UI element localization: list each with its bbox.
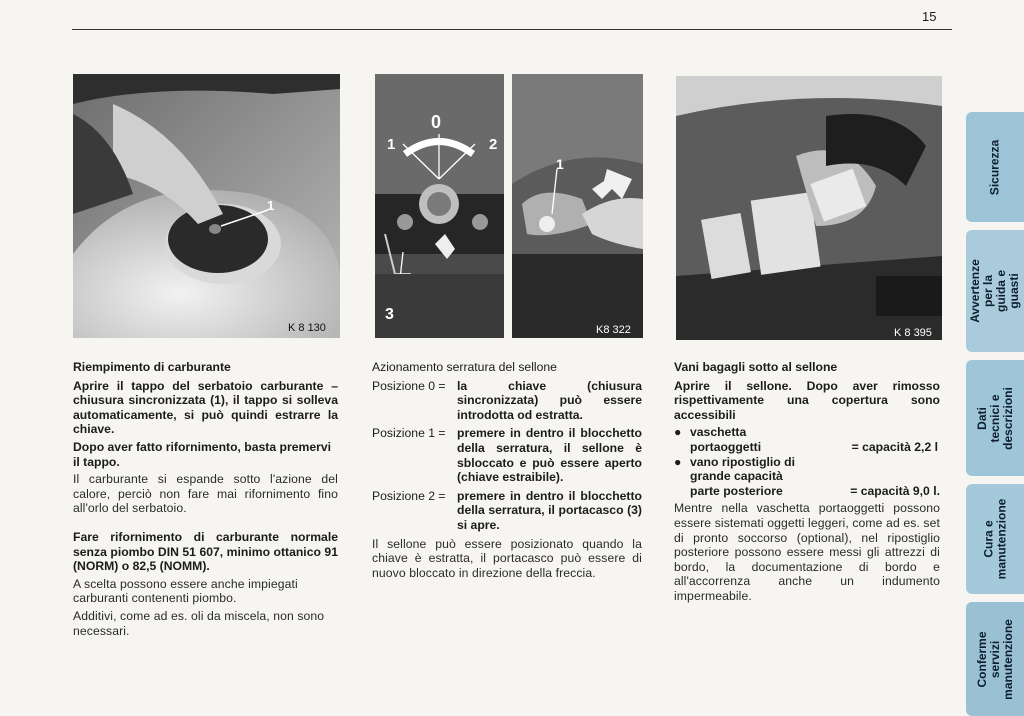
fuel-heading: Riempimento di carburante <box>73 360 231 374</box>
header-rule <box>72 29 952 30</box>
position-1-row <box>372 426 642 484</box>
position-0-text: la chiave (chiusura sincronizzata) può essere introdotta od estratta. <box>457 378 642 422</box>
storage-paragraph-1: Aprire il sellone. Dopo aver rimosso rispettivamente una copertura sono accessibili <box>674 378 940 422</box>
fuel-paragraph-4: Fare rifornimento di carburante normale senza piombo DIN 51 607, minimo ottanico 91 (NORM) o 82,5 (NOMM). <box>73 529 338 574</box>
storage-heading: Vani bagagli sotto al sellone <box>674 360 838 374</box>
tab-label: Cura e manutenzione <box>981 498 1009 580</box>
callout-1: 1 <box>267 198 275 213</box>
fuel-paragraph-6: Additivi, come ad es. oli da miscela, non sono necessari. <box>73 608 325 638</box>
item-1-capacity: = capacità 2,2 l <box>851 439 938 454</box>
item-2-line-2: grande capacità <box>690 469 783 484</box>
tab-label: Conferme servizi manutenzione <box>974 618 1015 700</box>
position-1-label: Posizione 1 = <box>372 426 446 441</box>
tab-sicurezza[interactable] <box>966 112 1024 222</box>
position-0-label: Posizione 0 = <box>372 378 446 393</box>
figure-code: K8 322 <box>596 324 631 336</box>
callout-1: 1 <box>556 156 564 172</box>
position-2-label: Posizione 2 = <box>372 488 446 503</box>
position-2-row <box>372 489 642 533</box>
lock-press-photo <box>512 74 643 338</box>
position-0-row <box>372 379 642 423</box>
label-position-2: 2 <box>489 136 498 153</box>
seat-lock-diagram-photo <box>375 74 504 338</box>
bullet-icon: ● <box>674 454 682 469</box>
fuel-paragraph-3: Il carburante si espande sotto l'azione del calore, perciò non fare mai rifornimento fino all'orlo del serbatoio. <box>73 472 338 516</box>
figure-code: K 8 395 <box>894 327 932 339</box>
storage-item-large <box>674 455 940 499</box>
storage-item-small <box>674 425 940 454</box>
section-tabs <box>966 112 1024 716</box>
tab-label: Avvertenze per la guida e guasti <box>968 259 1021 323</box>
column-seat-lock <box>372 360 642 583</box>
column-fuel <box>73 360 338 641</box>
position-2-text: premere in dentro il blocchetto della serratura, il portacasco (3) si apre. <box>457 488 642 532</box>
tab-label: Dati tecnici e descrizioni <box>974 386 1015 450</box>
label-position-1: 1 <box>387 136 396 153</box>
label-position-0: 0 <box>431 112 442 132</box>
bullet-icon: ● <box>674 425 682 440</box>
seat-lock-note: Il sellone può essere posizionato quando la chiave è estratta, il portacasco può essere di nuovo bloccato in direzione della freccia. <box>372 536 642 580</box>
page-number: 15 <box>922 9 937 24</box>
fuel-paragraph-2: Dopo aver fatto rifornimento, basta premervi il tappo. <box>73 439 332 469</box>
label-helmet-holder-3: 3 <box>385 306 394 323</box>
fuel-cap-photo <box>73 74 340 338</box>
position-1-text: premere in dentro il blocchetto della serratura, il sellone è sbloccato e può essere aperto (chiave estraibile). <box>457 426 642 485</box>
seat-lock-heading: Azionamento serratura del sellone <box>372 360 557 374</box>
column-storage <box>674 360 940 607</box>
item-1-line-2: portaoggetti <box>690 439 762 454</box>
storage-compartment-photo <box>676 76 942 340</box>
tab-conferme-servizi[interactable] <box>966 602 1024 716</box>
item-2-capacity: = capacità 9,0 l. <box>850 483 940 498</box>
tab-dati-tecnici[interactable] <box>966 360 1024 476</box>
tab-label: Sicurezza <box>987 139 1002 195</box>
figure-code: K 8 130 <box>288 322 326 334</box>
storage-paragraph-2: Mentre nella vaschetta portaoggetti possono essere sistemati oggetti leggeri, come ad es. set di pronto soccorso (optional), nel ripostiglio posteriore possono essere messi gli attrezzi di bordo, la documentazione di bordo e all'accorrenza anche un indumento impermeabile. <box>674 501 940 603</box>
fuel-paragraph-1: Aprire il tappo del serbatoio carburante – chiusura sincronizzata (1), il tappo si solleva automaticamente, si può quindi estrarre la chiave. <box>73 378 338 437</box>
item-2-line-1: vano ripostiglio di <box>690 454 795 469</box>
item-2-line-3: parte posteriore <box>690 483 783 498</box>
fuel-paragraph-5: A scelta possono essere anche impiegati carburanti contenenti piombo. <box>73 576 298 606</box>
tab-avvertenze[interactable] <box>966 230 1024 352</box>
item-1-line-1: vaschetta <box>690 425 747 440</box>
tab-cura-manutenzione[interactable] <box>966 484 1024 594</box>
